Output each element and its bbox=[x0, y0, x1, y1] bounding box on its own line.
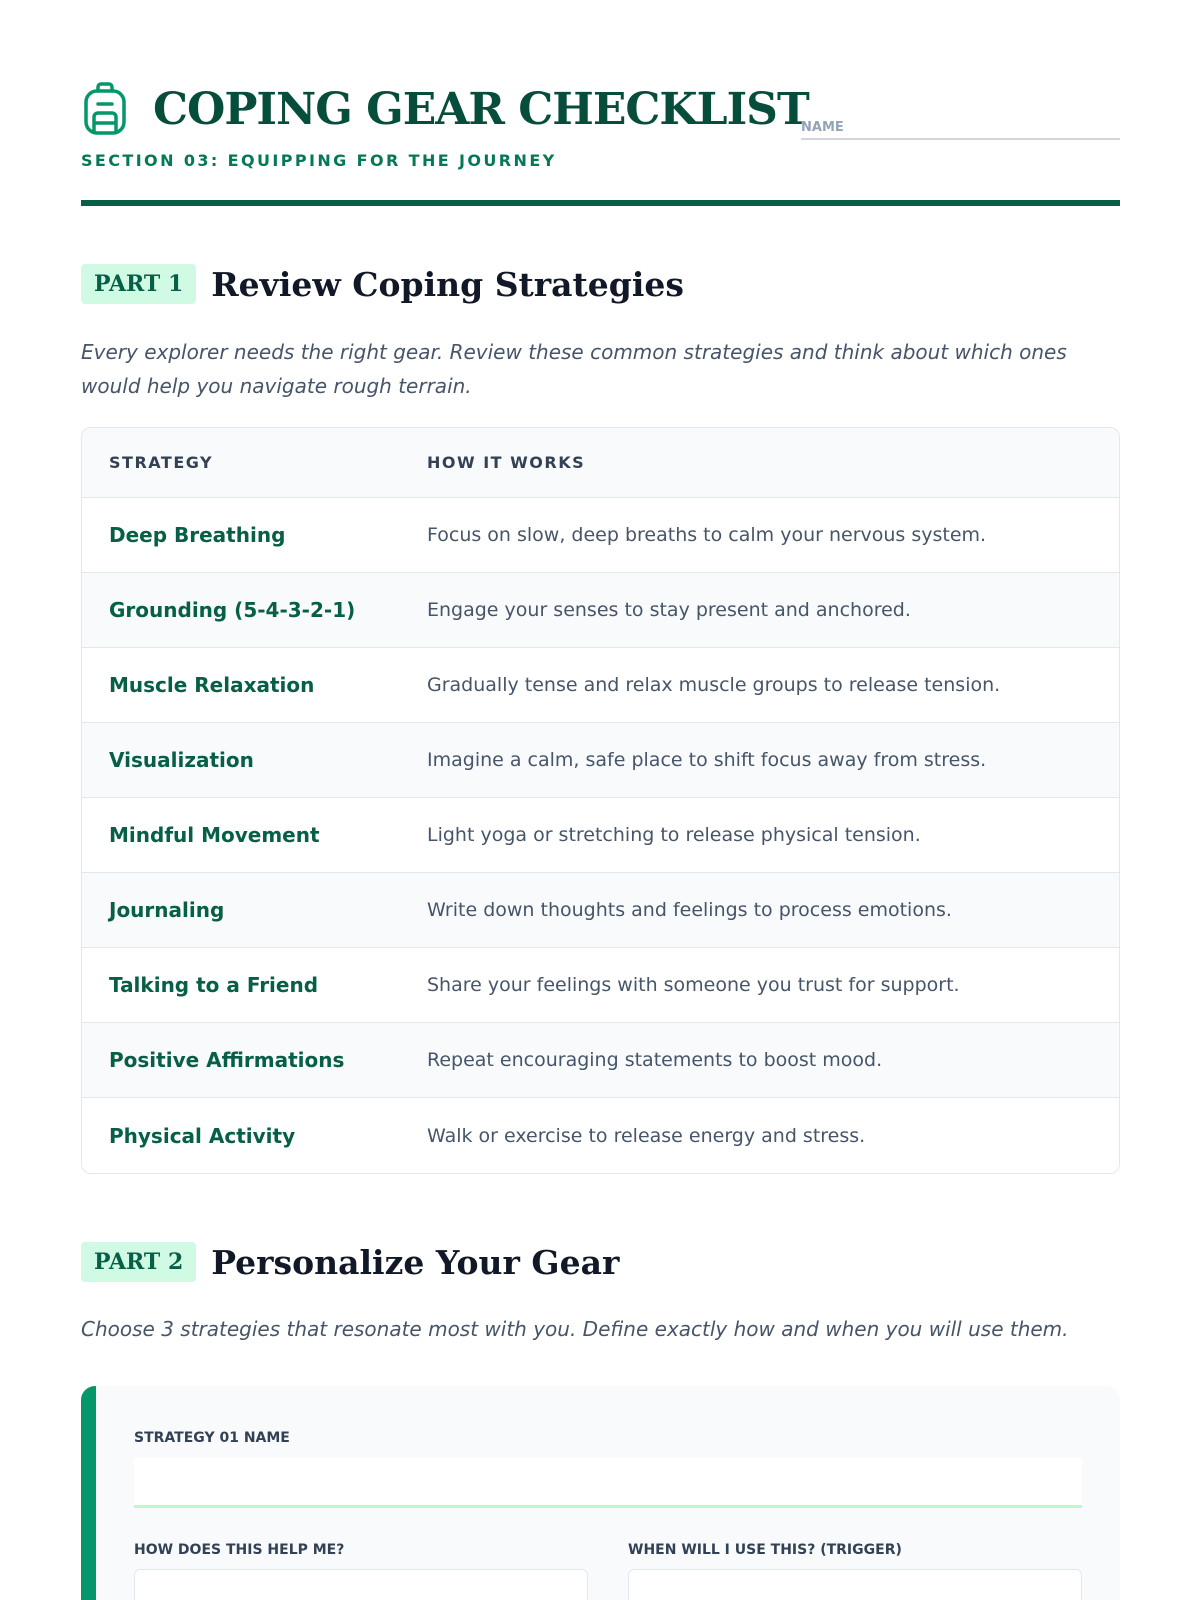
help-label: HOW DOES THIS HELP ME? bbox=[134, 1542, 345, 1558]
strategy-description: Focus on slow, deep breaths to calm your nervous system. bbox=[427, 524, 987, 546]
part1-title: Review Coping Strategies bbox=[211, 264, 684, 304]
backpack-icon bbox=[81, 82, 129, 136]
table-row bbox=[82, 573, 1119, 648]
name-field[interactable] bbox=[801, 116, 1120, 140]
strategy-name: Visualization bbox=[109, 748, 254, 772]
strategy-description: Gradually tense and relax muscle groups to release tension. bbox=[427, 674, 1001, 696]
column-header-strategy: STRATEGY bbox=[109, 453, 214, 472]
help-input[interactable] bbox=[134, 1569, 588, 1600]
document-title: COPING GEAR CHECKLIST bbox=[153, 83, 809, 135]
strategy-description: Engage your senses to stay present and anchored. bbox=[427, 599, 911, 621]
table-row bbox=[82, 798, 1119, 873]
strategy-name: Deep Breathing bbox=[109, 523, 286, 547]
part1-intro: Every explorer needs the right gear. Review these common strategies and think about which ones would help you navigate rough terrain. bbox=[81, 340, 1067, 398]
table-row bbox=[82, 948, 1119, 1023]
title-row bbox=[81, 82, 809, 136]
part2-badge: PART 2 bbox=[81, 1242, 196, 1282]
part1-heading bbox=[81, 264, 684, 304]
strategy-name: Journaling bbox=[109, 898, 225, 922]
strategy-name-label: STRATEGY 01 NAME bbox=[134, 1430, 290, 1446]
strategy-card bbox=[81, 1386, 1120, 1600]
table-header bbox=[82, 428, 1119, 498]
strategy-name-input[interactable] bbox=[134, 1458, 1082, 1508]
strategy-description: Imagine a calm, safe place to shift focus away from stress. bbox=[427, 749, 987, 771]
strategy-name: Positive Affirmations bbox=[109, 1048, 345, 1072]
strategy-name: Grounding (5-4-3-2-1) bbox=[109, 598, 356, 622]
part2-title: Personalize Your Gear bbox=[211, 1242, 620, 1282]
trigger-input[interactable] bbox=[628, 1569, 1082, 1600]
table-row bbox=[82, 873, 1119, 948]
worksheet-page bbox=[81, 0, 1120, 1558]
part2-heading bbox=[81, 1242, 619, 1282]
name-label: NAME bbox=[801, 120, 844, 135]
part2-intro: Choose 3 strategies that resonate most with you. Define exactly how and when you will use them. bbox=[81, 1317, 1069, 1341]
section-subtitle: SECTION 03: EQUIPPING FOR THE JOURNEY bbox=[81, 151, 557, 170]
trigger-label: WHEN WILL I USE THIS? (TRIGGER) bbox=[628, 1542, 902, 1558]
strategy-description: Share your feelings with someone you trust for support. bbox=[427, 974, 960, 996]
table-row bbox=[82, 1023, 1119, 1098]
strategy-name: Physical Activity bbox=[109, 1123, 296, 1148]
table-row bbox=[82, 723, 1119, 798]
strategy-description: Repeat encouraging statements to boost mood. bbox=[427, 1049, 883, 1071]
table-row bbox=[82, 648, 1119, 723]
strategy-name: Muscle Relaxation bbox=[109, 673, 315, 697]
strategy-description: Write down thoughts and feelings to process emotions. bbox=[427, 899, 952, 921]
strategy-description: Walk or exercise to release energy and stress. bbox=[427, 1124, 866, 1147]
column-header-how-it-works: HOW IT WORKS bbox=[427, 453, 586, 472]
strategy-name: Talking to a Friend bbox=[109, 973, 319, 997]
part1-badge: PART 1 bbox=[81, 264, 196, 304]
table-row bbox=[82, 498, 1119, 573]
worksheet-header bbox=[81, 0, 1120, 207]
header-divider bbox=[81, 200, 1120, 206]
table-row bbox=[82, 1098, 1119, 1173]
strategy-description: Light yoga or stretching to release physical tension. bbox=[427, 824, 921, 846]
strategy-name: Mindful Movement bbox=[109, 823, 320, 847]
strategy-table bbox=[81, 427, 1120, 1174]
